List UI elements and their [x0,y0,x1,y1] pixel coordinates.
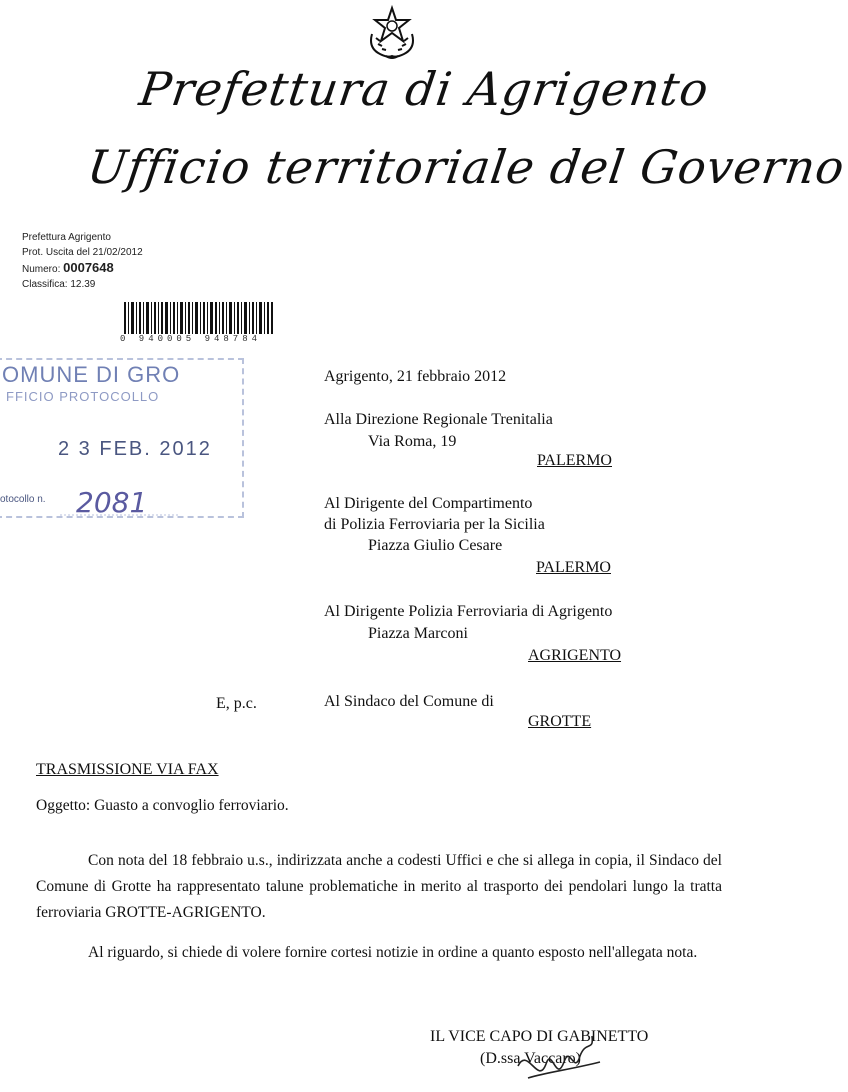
stamp-office: FFICIO PROTOCOLLO [6,389,160,404]
body-paragraph-2: Al riguardo, si chiede di volere fornire cortesi notizie in ordine a quanto esposto nell'allegata nota. [88,944,698,961]
transmission-note: TRASMISSIONE VIA FAX [36,761,219,778]
cc-label: E, p.c. [216,695,257,712]
body-paragraph-1: Con nota del 18 febbraio u.s., indirizzata anche a codesti Uffici e che si allega in copia, il Sindaco del Comune di Grotte ha rappresentato talune problematiche in merito al trasporto dei pendolari lungo la tratta ferroviaria GROTTE-AGRIGENTO. [36,852,722,921]
place-date: Agrigento, 21 febbraio 2012 [324,368,507,385]
protocol-office: Prefettura Agrigento [22,232,111,243]
stamp-underline [60,512,180,518]
recipient-2-address: Piazza Giulio Cesare [368,537,503,554]
stamp-protocol-number: 2081 [76,486,148,519]
recipient-2-city: PALERMO [536,559,611,576]
letterhead-line-1: Prefettura di Agrigento [136,62,713,116]
protocol-number: Numero: 0007648 [22,260,114,275]
barcode-digits: 0 940005 948784 [120,334,262,344]
subject-line: Oggetto: Guasto a convoglio ferroviario. [36,797,289,814]
recipient-3-city: AGRIGENTO [528,647,622,664]
recipient-4-city: GROTTE [528,713,592,730]
recipient-2-name: Al Dirigente del Compartimento [324,495,533,512]
letterhead-line-2: Ufficio territoriale del Governo [84,140,848,194]
handwritten-signature [508,1026,608,1088]
signature-title: IL VICE CAPO DI GABINETTO [430,1028,649,1045]
barcode [124,302,274,334]
recipient-1-name: Alla Direzione Regionale Trenitalia [324,411,553,428]
recipient-1-address: Via Roma, 19 [368,433,457,450]
italian-emblem-icon [366,4,418,60]
protocol-date: Prot. Uscita del 21/02/2012 [22,247,143,258]
recipient-3-name: Al Dirigente Polizia Ferroviaria di Agrigento [324,603,613,620]
protocol-classification: Classifica: 12.39 [22,279,96,290]
recipient-3-address: Piazza Marconi [368,625,468,642]
stamp-date: 2 3 FEB. 2012 [58,438,212,460]
stamp-municipality: OMUNE DI GRO [2,362,181,387]
recipient-1-city: PALERMO [537,452,612,469]
recipient-2-name-cont: di Polizia Ferroviaria per la Sicilia [324,516,545,533]
signature-name: (D.ssa Vaccaro) [480,1050,581,1067]
recipient-4-name: Al Sindaco del Comune di [324,693,494,710]
stamp-protocol-label: otocollo n. [0,494,46,505]
protocol-label [22,230,143,292]
